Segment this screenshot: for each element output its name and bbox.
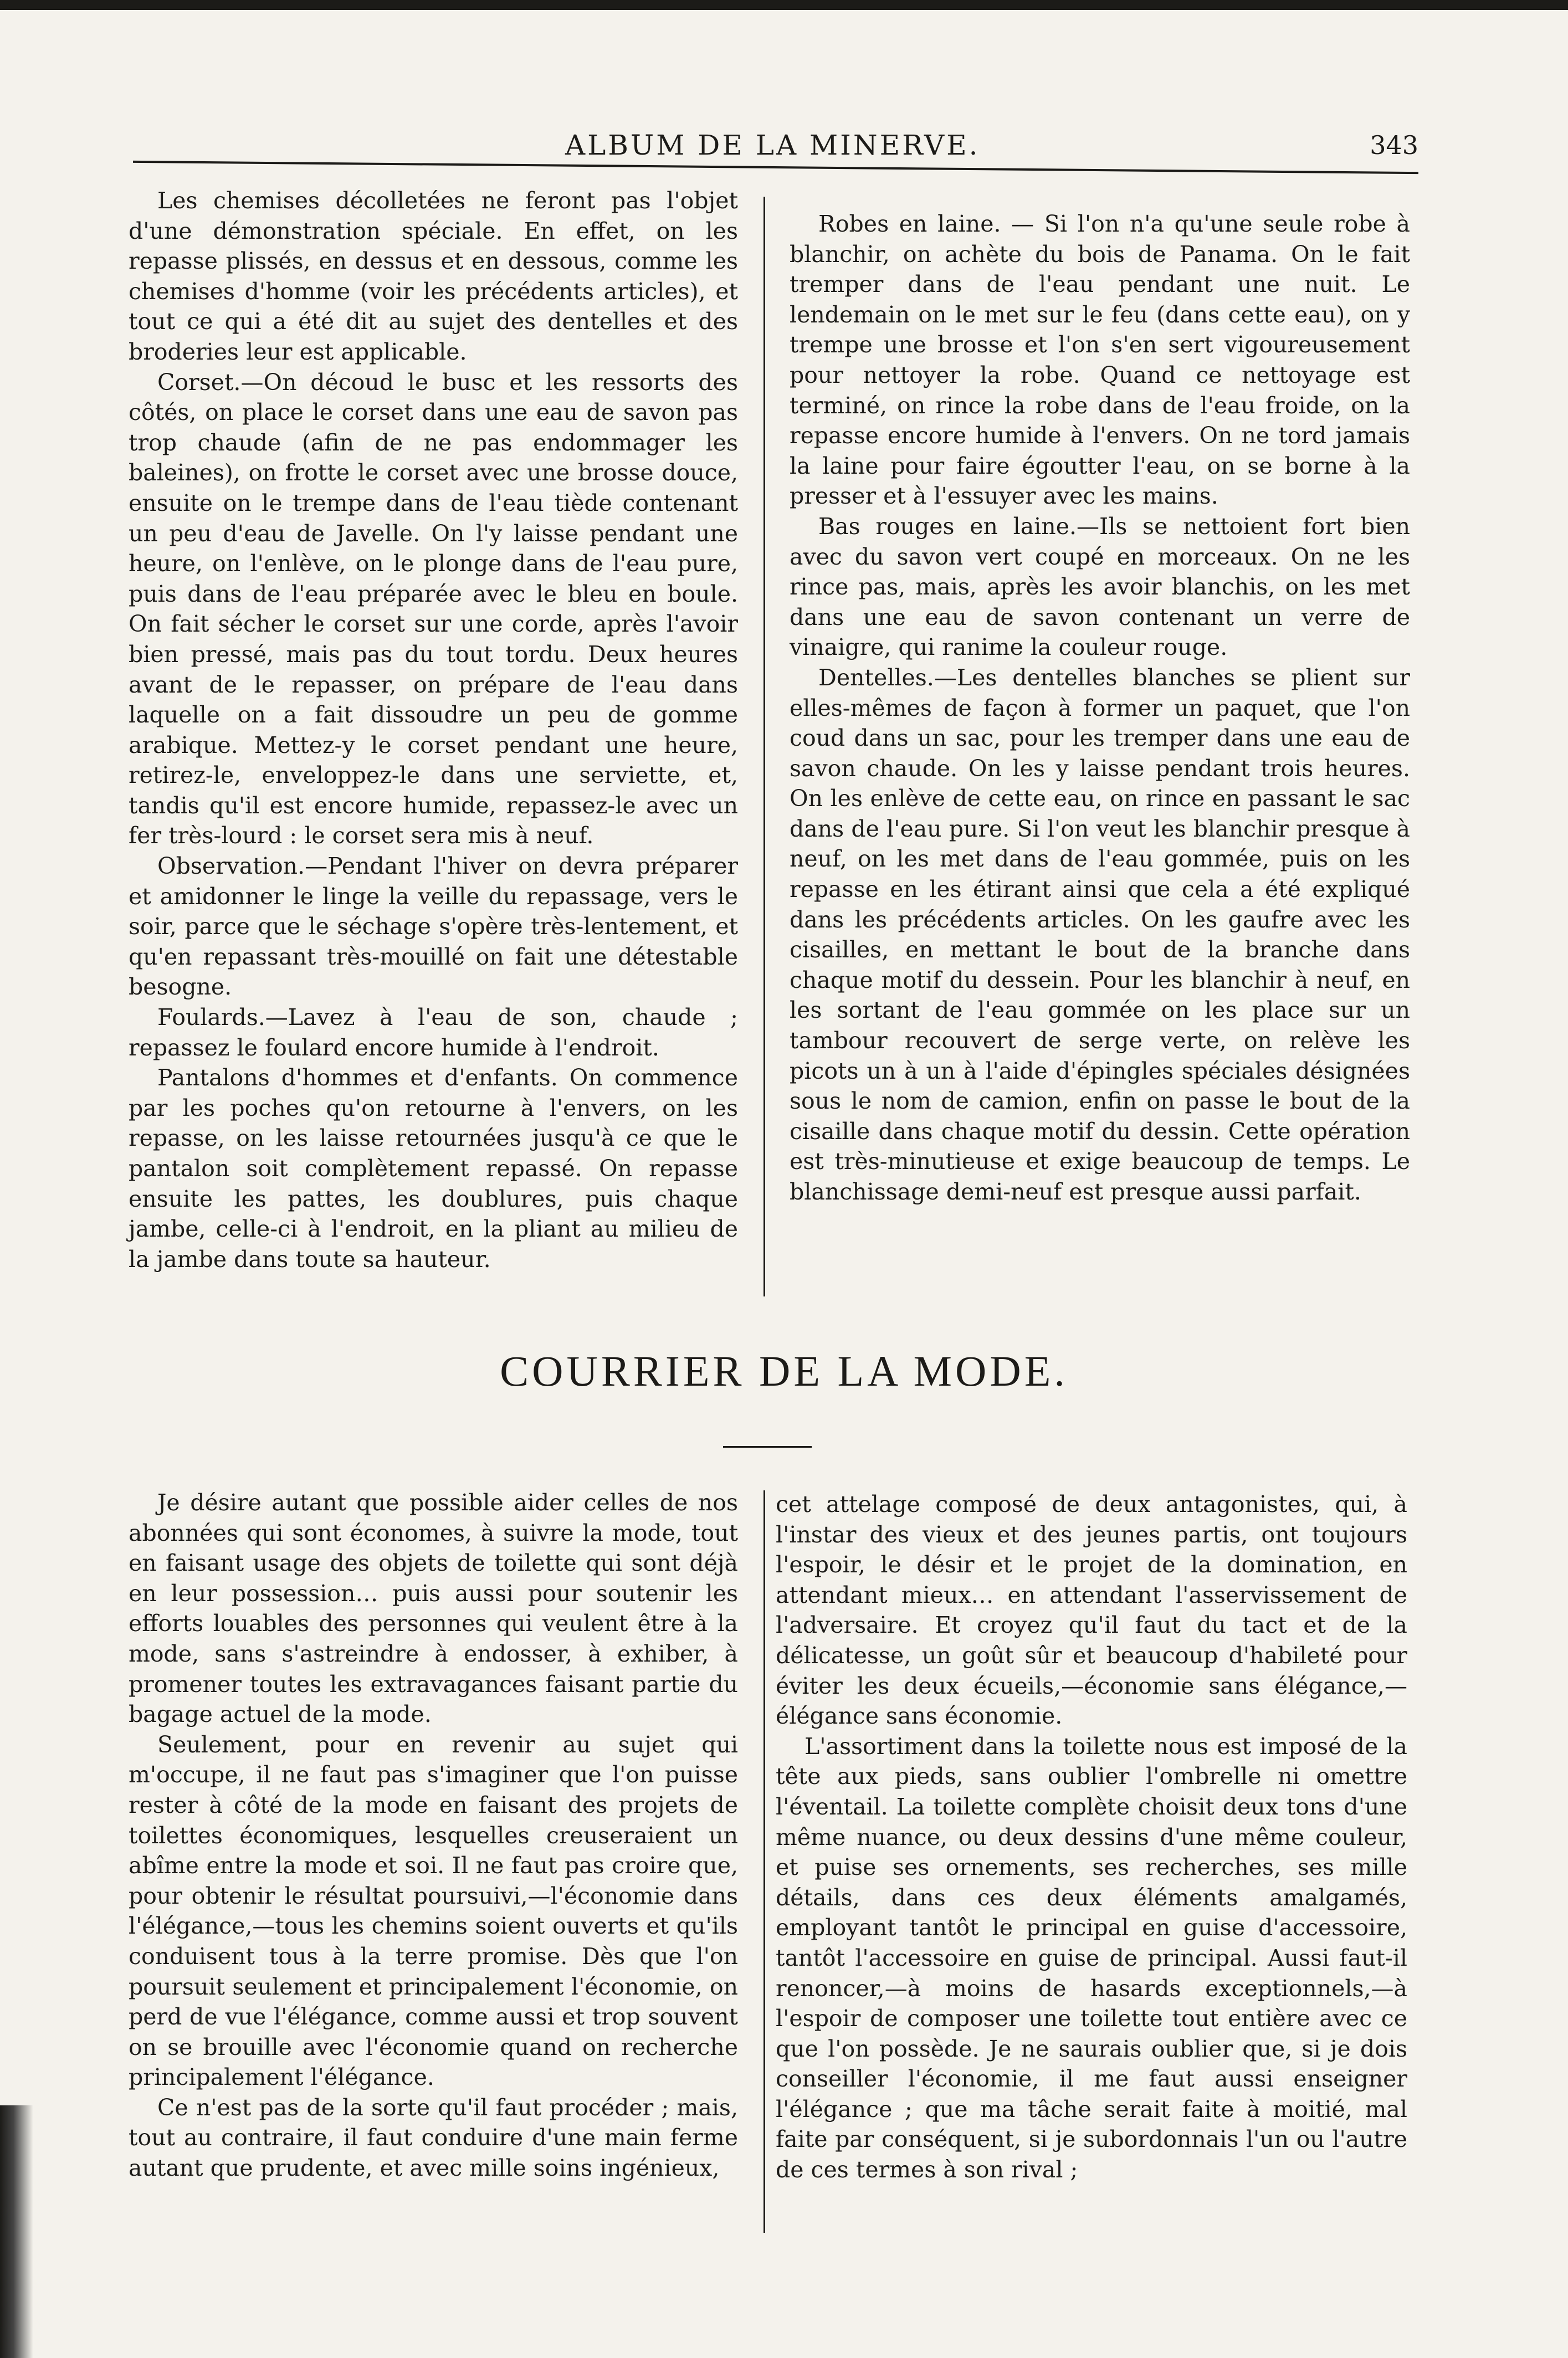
paragraph-bas-rouges: Bas rouges en laine.—Ils se nettoient fort bien avec du savon vert coupé en morceaux. On ne les rince pas, mais, après les avoir blanchis, on les met dans une eau de savon contenant un verre de vinaigre, qui ranime la couleur rouge. bbox=[790, 512, 1410, 661]
paragraph-observation: Observation.—Pendant l'hiver on devra préparer et amidonner le linge la veille du repassage, vers le soir, parce que le séchage s'opère très-lentement, et qu'en repassant très-mouillé on fait une détestable besogne. bbox=[129, 853, 738, 1001]
column-divider bbox=[763, 197, 765, 1296]
paragraph-foulards: Foulards.—Lavez à l'eau de son, chaude ; repassez le foulard encore humide à l'endroit. bbox=[129, 1004, 738, 1061]
paragraph: cet attelage composé de deux antagonistes, qui, à l'instar des vieux et des jeunes partis, ont toujours l'espoir, le désir et le projet de la domination, en attendant mieux… en attendant l'asservissement de l'adversaire. Et croyez qu'il faut du tact et de la délicatesse, un goût sûr et beaucoup d'habileté pour éviter les deux écueils,—économie sans élégance,—élégance sans économie. bbox=[776, 1491, 1407, 1730]
paragraph-corset: Corset.—On découd le busc et les ressorts des côtés, on place le corset dans une eau de savon pas trop chaude (afin de ne pas endommager les baleines), on frotte le corset avec une brosse douce, ensuite on le trempe dans de l'eau tiède contenant un peu d'eau de Javelle. On l'y laisse pendant une heure, on l'enlève, on le plonge dans de l'eau pure, puis dans de l'eau préparée avec le bleu en boule. On fait sécher le corset sur une corde, après l'avoir bien pressé, mais pas du tout tordu. Deux heures avant de le repasser, on prépare de l'eau dans laquelle on a fait dissoudre un peu de gomme arabique. Mettez-y le corset pendant une heure, retirez-le, enveloppez-le dans une serviette, et, tandis qu'il est encore humide, repassez-le avec un fer très-lourd : le corset sera mis à neuf. bbox=[129, 368, 738, 849]
binding-shadow bbox=[0, 2105, 33, 2358]
section-rule bbox=[723, 1446, 812, 1448]
column-top-left bbox=[129, 186, 738, 1274]
page-top-edge bbox=[0, 0, 1568, 10]
section-title: COURRIER DE LA MODE. bbox=[500, 1347, 1068, 1395]
paragraph: Je désire autant que possible aider celles de nos abonnées qui sont économes, à suivre la mode, tout en faisant usage des objets de toilette qui sont déjà en leur possession… puis aussi pour soutenir les efforts louables des personnes qui veulent être à la mode, sans s'astreindre à endosser, à exhiber, à promener toutes les extravagances faisant partie du bagage actuel de la mode. bbox=[129, 1489, 738, 1728]
paragraph: Les chemises décolletées ne feront pas l'objet d'une démonstration spéciale. En effet, on les repasse plissés, en dessus et en dessous, comme les chemises d'homme (voir les précédents articles), et tout ce qui a été dit au sujet des dentelles et des broderies leur est applicable. bbox=[129, 187, 738, 365]
journal-title: ALBUM DE LA MINERVE. bbox=[565, 129, 980, 161]
paragraph-pantalons: Pantalons d'hommes et d'enfants. On commence par les poches qu'on retourne à l'envers, on les repasse, on les laisse retournées jusqu'à ce que le pantalon soit complètement repassé. On repasse ensuite les pattes, les doublures, puis chaque jambe, celle-ci à l'endroit, en la pliant au milieu de la jambe dans toute sa hauteur. bbox=[129, 1064, 738, 1273]
paragraph: Ce n'est pas de la sorte qu'il faut procéder ; mais, tout au contraire, il faut conduire d'une main ferme autant que prudente, et avec mille soins ingénieux, bbox=[129, 2094, 738, 2182]
column-bottom-left bbox=[129, 1488, 738, 2183]
column-divider bbox=[763, 1490, 765, 2233]
running-header bbox=[133, 125, 1418, 163]
paragraph: L'assortiment dans la toilette nous est imposé de la tête aux pieds, sans oublier l'ombrelle ni omettre l'éventail. La toilette complète choisit deux tons d'une même nuance, ou deux dessins d'une même couleur, et puise ses ornements, ses recherches, ses mille détails, dans ces deux éléments amalgamés, employant tantôt le principal en guise d'accessoire, tantôt l'accessoire en guise de principal. Aussi faut-il renoncer,—à moins de hasards exceptionnels,—à l'espoir de composer une toilette tout entière avec ce que l'on possède. Je ne saurais oublier que, si je dois conseiller l'économie, il me faut aussi enseigner l'élégance ; que ma tâche serait faite à moitié, mal faite par conséquent, si je subordonnais l'un ou l'autre de ces termes à son rival ; bbox=[776, 1732, 1407, 2183]
column-top-right bbox=[790, 209, 1410, 1207]
column-bottom-right bbox=[776, 1489, 1407, 2185]
paragraph-robes-en-laine: Robes en laine. — Si l'on n'a qu'une seule robe à blanchir, on achète du bois de Panama. On le fait tremper dans de l'eau pendant une nuit. Le lendemain on le met sur le feu (dans cette eau), on y trempe une brosse et l'on s'en sert vigoureusement pour nettoyer la robe. Quand ce nettoyage est terminé, on rince la robe dans de l'eau froide, on la repasse encore humide à l'envers. On ne tord jamais la laine pour faire égoutter l'eau, on se borne à la presser et à l'essuyer avec les mains. bbox=[790, 211, 1410, 510]
paragraph: Seulement, pour en revenir au sujet qui m'occupe, il ne faut pas s'imaginer que l'on puisse rester à côté de la mode en faisant des projets de toilettes économiques, lesquelles creuseraient un abîme entre la mode et soi. Il ne faut pas croire que, pour obtenir le résultat poursuivi,—l'économie dans l'élégance,—tous les chemins soient ouverts et qu'ils conduisent tous à la terre promise. Dès que l'on poursuit seulement et principalement l'économie, on perd de vue l'élégance, comme aussi et trop souvent on se brouille avec l'économie quand on recherche principalement l'élégance. bbox=[129, 1731, 738, 2091]
paragraph-dentelles: Dentelles.—Les dentelles blanches se plient sur elles-mêmes de façon à former un paquet, que l'on coud dans un sac, pour les tremper dans une eau de savon chaude. On les y laisse pendant trois heures. On les enlève de cette eau, on rince en passant le sac dans de l'eau pure. Si l'on veut les blanchir presque à neuf, on les met dans de l'eau gommée, puis on les repasse en les étirant ainsi que cela a été expliqué dans les précédents articles. On les gaufre avec les cisailles, en mettant le bout de la branche dans chaque motif du dessein. Pour les blanchir à neuf, en les sortant de l'eau gommée on les place sur un tambour recouvert de serge verte, on relève les picots un à un à l'aide d'épingles spéciales désignées sous le nom de camion, enfin on passe le bout de la cisaille dans chaque motif du dessin. Cette opération est très-minutieuse et exige beaucoup de temps. Le blanchissage demi-neuf est presque aussi parfait. bbox=[790, 664, 1410, 1205]
page-number: 343 bbox=[1370, 130, 1418, 160]
